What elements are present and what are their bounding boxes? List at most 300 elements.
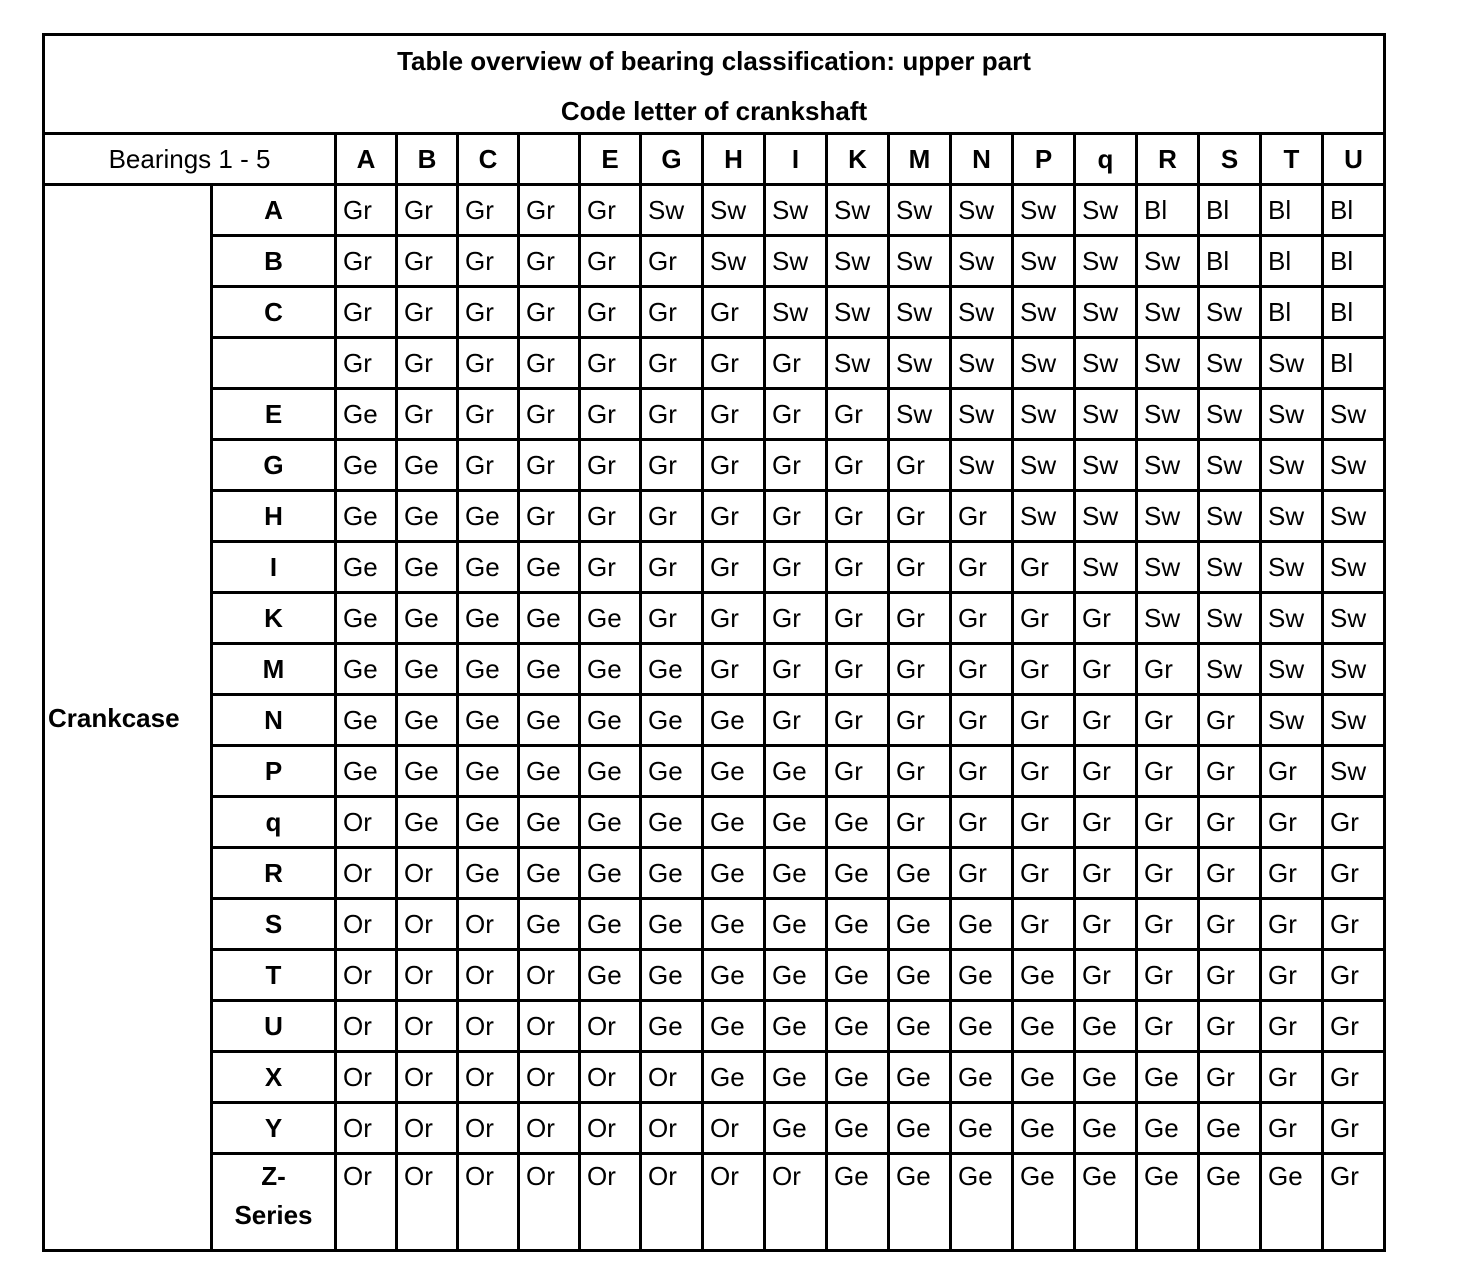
table-cell: Ge	[765, 1001, 827, 1052]
table-cell: Ge	[519, 593, 580, 644]
table-cell: Gr	[1199, 797, 1261, 848]
table-cell: Sw	[1075, 389, 1137, 440]
table-cell: Gr	[1013, 593, 1075, 644]
table-cell: Sw	[827, 185, 889, 236]
table-cell: Gr	[1137, 950, 1199, 1001]
table-cell: Sw	[951, 236, 1013, 287]
table-cell: Gr	[827, 695, 889, 746]
table-cell: Ge	[827, 1103, 889, 1154]
table-cell: Gr	[703, 542, 765, 593]
table-cell: Or	[580, 1052, 641, 1103]
table-row	[44, 797, 1385, 848]
table-cell: Gr	[580, 440, 641, 491]
column-header: S	[1199, 134, 1261, 185]
table-cell: Gr	[765, 389, 827, 440]
table-cell: Gr	[1261, 1103, 1323, 1154]
table-cell: Ge	[641, 746, 703, 797]
table-cell: Ge	[519, 695, 580, 746]
table-cell: Gr	[1323, 848, 1385, 899]
table-cell: Ge	[519, 644, 580, 695]
column-header: B	[397, 134, 458, 185]
table-cell: Sw	[1013, 185, 1075, 236]
table-cell: Sw	[1199, 338, 1261, 389]
column-header: C	[458, 134, 519, 185]
table-cell: Ge	[641, 899, 703, 950]
row-header: G	[212, 440, 336, 491]
table-cell: Ge	[580, 593, 641, 644]
table-cell: Sw	[1199, 440, 1261, 491]
table-cell: Ge	[1075, 1103, 1137, 1154]
table-cell: Ge	[336, 746, 397, 797]
column-header	[519, 134, 580, 185]
table-cell: Ge	[703, 746, 765, 797]
table-cell: Ge	[580, 644, 641, 695]
table-row	[44, 1052, 1385, 1103]
table-cell: Ge	[397, 440, 458, 491]
table-cell: Gr	[1075, 644, 1137, 695]
table-cell: Sw	[1199, 389, 1261, 440]
table-cell: Ge	[580, 746, 641, 797]
table-cell: Gr	[1323, 1154, 1385, 1251]
table-cell: Gr	[889, 491, 951, 542]
table-cell: Gr	[703, 593, 765, 644]
table-cell: Ge	[1075, 1052, 1137, 1103]
table-cell: Ge	[889, 1052, 951, 1103]
table-cell: Or	[397, 1052, 458, 1103]
column-header: I	[765, 134, 827, 185]
table-cell: Ge	[641, 695, 703, 746]
row-header: E	[212, 389, 336, 440]
table-cell: Or	[397, 1001, 458, 1052]
table-cell: Ge	[765, 899, 827, 950]
table-cell: Ge	[397, 746, 458, 797]
table-cell: Gr	[1137, 695, 1199, 746]
table-cell: Sw	[1075, 287, 1137, 338]
table-cell: Ge	[641, 848, 703, 899]
table-cell: Gr	[889, 440, 951, 491]
table-cell: Gr	[827, 593, 889, 644]
title-row	[44, 35, 1385, 134]
table-cell: Bl	[1323, 287, 1385, 338]
table-cell: Or	[641, 1154, 703, 1251]
table-cell: Sw	[1323, 695, 1385, 746]
table-cell: Or	[458, 1103, 519, 1154]
table-cell: Sw	[1323, 491, 1385, 542]
table-cell: Sw	[1075, 236, 1137, 287]
table-cell: Bl	[1199, 236, 1261, 287]
table-cell: Ge	[580, 848, 641, 899]
table-cell: Gr	[765, 338, 827, 389]
table-row	[44, 491, 1385, 542]
table-cell: Gr	[703, 389, 765, 440]
table-cell: Ge	[336, 440, 397, 491]
table-cell: Or	[336, 797, 397, 848]
table-cell: Bl	[1199, 185, 1261, 236]
table-cell: Bl	[1323, 185, 1385, 236]
table-cell: Gr	[1261, 1052, 1323, 1103]
table-cell: Sw	[827, 236, 889, 287]
table-cell: Gr	[519, 287, 580, 338]
row-header: S	[212, 899, 336, 950]
table-cell: Gr	[951, 644, 1013, 695]
table-cell: Sw	[1199, 491, 1261, 542]
table-cell: Gr	[641, 236, 703, 287]
table-cell: Sw	[1075, 440, 1137, 491]
table-cell: Ge	[519, 848, 580, 899]
table-cell: Gr	[951, 797, 1013, 848]
table-cell: Gr	[1323, 1001, 1385, 1052]
table-cell: Sw	[827, 287, 889, 338]
table-cell: Gr	[1075, 593, 1137, 644]
table-cell: Sw	[1013, 440, 1075, 491]
table-cell: Gr	[519, 440, 580, 491]
table-cell: Gr	[580, 389, 641, 440]
table-cell: Gr	[703, 440, 765, 491]
table-cell: Gr	[827, 746, 889, 797]
table-row	[44, 644, 1385, 695]
table-cell: Ge	[336, 389, 397, 440]
table-cell: Ge	[703, 950, 765, 1001]
table-cell: Ge	[336, 542, 397, 593]
table-cell: Gr	[458, 236, 519, 287]
table-cell: Gr	[1323, 797, 1385, 848]
table-cell: Gr	[1013, 746, 1075, 797]
row-header: Y	[212, 1103, 336, 1154]
table-cell: Gr	[1013, 542, 1075, 593]
column-header: E	[580, 134, 641, 185]
table-cell: Ge	[519, 542, 580, 593]
table-cell: Ge	[827, 950, 889, 1001]
table-cell: Gr	[397, 185, 458, 236]
column-header: P	[1013, 134, 1075, 185]
table-cell: Ge	[1261, 1154, 1323, 1251]
row-header: B	[212, 236, 336, 287]
row-header: N	[212, 695, 336, 746]
table-cell: Gr	[641, 287, 703, 338]
table-cell: Gr	[641, 593, 703, 644]
table-cell: Sw	[1323, 440, 1385, 491]
row-header: H	[212, 491, 336, 542]
table-cell: Or	[519, 950, 580, 1001]
table-cell: Ge	[827, 848, 889, 899]
table-cell: Sw	[1261, 593, 1323, 644]
table-cell: Gr	[765, 440, 827, 491]
table-cell: Gr	[765, 542, 827, 593]
table-cell: Ge	[458, 695, 519, 746]
table-cell: Or	[580, 1001, 641, 1052]
table-cell: Sw	[1199, 593, 1261, 644]
table-cell: Sw	[1261, 695, 1323, 746]
table-cell: Gr	[1075, 746, 1137, 797]
table-cell: Ge	[397, 644, 458, 695]
table-cell: Gr	[1323, 1052, 1385, 1103]
table-cell: Ge	[458, 797, 519, 848]
table-cell: Gr	[1137, 644, 1199, 695]
table-cell: Or	[336, 950, 397, 1001]
table-cell: Sw	[1261, 491, 1323, 542]
table-cell: Gr	[1137, 1001, 1199, 1052]
table-cell: Bl	[1261, 236, 1323, 287]
column-header: U	[1323, 134, 1385, 185]
table-cell: Gr	[703, 491, 765, 542]
table-cell: Or	[336, 848, 397, 899]
table-cell: Gr	[1199, 899, 1261, 950]
table-cell: Gr	[1323, 950, 1385, 1001]
table-cell: Or	[458, 1001, 519, 1052]
table-cell: Or	[458, 1154, 519, 1251]
table-cell: Gr	[1137, 848, 1199, 899]
table-cell: Ge	[1013, 1001, 1075, 1052]
table-cell: Sw	[1261, 389, 1323, 440]
table-cell: Gr	[519, 236, 580, 287]
table-cell: Or	[580, 1103, 641, 1154]
table-cell: Ge	[1013, 950, 1075, 1001]
table-cell: Gr	[889, 542, 951, 593]
table-cell: Sw	[889, 338, 951, 389]
table-cell: Gr	[336, 287, 397, 338]
table-cell: Ge	[703, 1052, 765, 1103]
table-cell: Gr	[951, 491, 1013, 542]
table-row	[44, 542, 1385, 593]
table-cell: Bl	[1261, 287, 1323, 338]
table-cell: Ge	[458, 848, 519, 899]
table-cell: Ge	[1199, 1154, 1261, 1251]
table-cell: Bl	[1261, 185, 1323, 236]
table-cell: Gr	[580, 287, 641, 338]
table-cell: Or	[458, 899, 519, 950]
table-cell: Or	[336, 1001, 397, 1052]
table-cell: Or	[397, 1154, 458, 1251]
table-cell: Or	[336, 1052, 397, 1103]
table-cell: Gr	[1013, 899, 1075, 950]
table-cell: Ge	[951, 950, 1013, 1001]
table-cell: Ge	[765, 950, 827, 1001]
bearing-classification-table	[42, 33, 1386, 1252]
table-cell: Gr	[580, 185, 641, 236]
table-cell: Bl	[1323, 236, 1385, 287]
table-cell: Or	[641, 1103, 703, 1154]
table-cell: Ge	[951, 1001, 1013, 1052]
table-cell: Gr	[1199, 1001, 1261, 1052]
row-header: K	[212, 593, 336, 644]
table-cell: Ge	[641, 1001, 703, 1052]
table-cell: Gr	[1323, 1103, 1385, 1154]
table-cell: Sw	[1137, 338, 1199, 389]
table-cell: Sw	[641, 185, 703, 236]
table-cell: Or	[519, 1154, 580, 1251]
table-cell: Ge	[519, 746, 580, 797]
table-cell: Gr	[703, 338, 765, 389]
table-cell: Or	[336, 899, 397, 950]
table-cell: Gr	[1075, 848, 1137, 899]
column-header: T	[1261, 134, 1323, 185]
table-cell: Ge	[1013, 1103, 1075, 1154]
table-cell: Bl	[1323, 338, 1385, 389]
table-cell: Gr	[889, 797, 951, 848]
column-header-row	[44, 134, 1385, 185]
table-cell: Gr	[889, 593, 951, 644]
row-header: X	[212, 1052, 336, 1103]
table-cell: Gr	[580, 542, 641, 593]
table-cell: Ge	[458, 746, 519, 797]
table-cell: Gr	[827, 389, 889, 440]
table-cell: Gr	[1013, 797, 1075, 848]
table-cell: Gr	[1137, 746, 1199, 797]
column-header: M	[889, 134, 951, 185]
table-cell: Sw	[951, 389, 1013, 440]
row-header	[212, 338, 336, 389]
table-row	[44, 236, 1385, 287]
table-cell: Sw	[1137, 593, 1199, 644]
table-cell: Ge	[336, 644, 397, 695]
table-cell: Sw	[1261, 440, 1323, 491]
table-cell: Or	[397, 899, 458, 950]
table-cell: Ge	[1199, 1103, 1261, 1154]
table-cell: Sw	[1199, 644, 1261, 695]
table-cell: Or	[336, 1103, 397, 1154]
table-cell: Ge	[765, 746, 827, 797]
row-header: A	[212, 185, 336, 236]
table-cell: Sw	[1075, 338, 1137, 389]
table-cell: Gr	[1261, 797, 1323, 848]
table-cell: Gr	[397, 389, 458, 440]
table-cell: Sw	[889, 236, 951, 287]
table-cell: Ge	[765, 797, 827, 848]
table-cell: Gr	[889, 746, 951, 797]
table-cell: Gr	[1199, 746, 1261, 797]
table-cell: Gr	[951, 695, 1013, 746]
table-cell: Ge	[765, 848, 827, 899]
table-cell: Sw	[1075, 542, 1137, 593]
table-cell: Gr	[458, 338, 519, 389]
table-cell: Ge	[458, 644, 519, 695]
table-cell: Sw	[765, 185, 827, 236]
row-header: M	[212, 644, 336, 695]
table-cell: Gr	[765, 695, 827, 746]
column-header: N	[951, 134, 1013, 185]
table-cell: Ge	[951, 899, 1013, 950]
table-cell: Sw	[1261, 644, 1323, 695]
table-cell: Gr	[336, 236, 397, 287]
table-cell: Sw	[889, 389, 951, 440]
table-cell: Sw	[1137, 236, 1199, 287]
table-cell: Or	[519, 1052, 580, 1103]
row-header: q	[212, 797, 336, 848]
table-cell: Sw	[951, 338, 1013, 389]
table-cell: Ge	[580, 797, 641, 848]
table-cell: Gr	[1075, 797, 1137, 848]
table-cell: Or	[703, 1154, 765, 1251]
table-cell: Ge	[1137, 1103, 1199, 1154]
table-cell: Gr	[580, 491, 641, 542]
table-cell: Gr	[1199, 695, 1261, 746]
table-row	[44, 593, 1385, 644]
table-cell: Sw	[1323, 389, 1385, 440]
table-cell: Or	[458, 1052, 519, 1103]
table-cell: Ge	[951, 1052, 1013, 1103]
table-cell: Or	[519, 1103, 580, 1154]
table-cell: Ge	[336, 491, 397, 542]
table-cell: Ge	[703, 797, 765, 848]
table-cell: Ge	[1075, 1154, 1137, 1251]
table-cell: Gr	[397, 236, 458, 287]
table-cell: Ge	[458, 491, 519, 542]
table-cell: Gr	[951, 746, 1013, 797]
table-cell: Ge	[889, 950, 951, 1001]
table-row	[44, 389, 1385, 440]
table-cell: Ge	[641, 644, 703, 695]
table-cell: Gr	[519, 491, 580, 542]
table-cell: Or	[580, 1154, 641, 1251]
table-cell: Ge	[703, 899, 765, 950]
table-cell: Gr	[1199, 1052, 1261, 1103]
table-cell: Ge	[580, 950, 641, 1001]
table-cell: Ge	[827, 1052, 889, 1103]
table-cell: Ge	[827, 1001, 889, 1052]
table-cell: Gr	[703, 644, 765, 695]
table-cell: Sw	[889, 287, 951, 338]
table-cell: Ge	[889, 1154, 951, 1251]
table-cell: Gr	[1261, 848, 1323, 899]
table-cell: Gr	[951, 593, 1013, 644]
table-cell: Gr	[889, 644, 951, 695]
table-cell: Ge	[703, 848, 765, 899]
table-cell: Ge	[827, 1154, 889, 1251]
table-cell: Gr	[1075, 695, 1137, 746]
table-cell: Gr	[827, 440, 889, 491]
table-row	[44, 1154, 1385, 1251]
table-cell: Ge	[519, 797, 580, 848]
table-cell: Ge	[641, 797, 703, 848]
table-subtitle: Code letter of crankshaft	[560, 96, 868, 126]
table-cell: Gr	[336, 338, 397, 389]
table-cell: Ge	[765, 1052, 827, 1103]
table-row	[44, 1103, 1385, 1154]
table-cell: Gr	[641, 440, 703, 491]
table-cell: Gr	[641, 338, 703, 389]
table-cell: Or	[641, 1052, 703, 1103]
table-cell: Gr	[580, 338, 641, 389]
table-row	[44, 185, 1385, 236]
table-cell: Sw	[951, 185, 1013, 236]
row-header: P	[212, 746, 336, 797]
table-cell: Gr	[1013, 848, 1075, 899]
table-row	[44, 1001, 1385, 1052]
table-cell: Sw	[1013, 338, 1075, 389]
table-cell: Sw	[703, 236, 765, 287]
table-cell: Or	[519, 1001, 580, 1052]
table-cell: Ge	[951, 1154, 1013, 1251]
table-cell: Or	[703, 1103, 765, 1154]
table-cell: Gr	[827, 491, 889, 542]
table-cell: Ge	[1075, 1001, 1137, 1052]
table-cell: Ge	[580, 899, 641, 950]
table-cell: Sw	[703, 185, 765, 236]
row-header: U	[212, 1001, 336, 1052]
table-cell: Ge	[889, 899, 951, 950]
table-cell: Gr	[951, 542, 1013, 593]
table-cell: Ge	[580, 695, 641, 746]
table-cell: Sw	[1261, 338, 1323, 389]
table-cell: Sw	[1199, 542, 1261, 593]
table-cell: Gr	[1137, 899, 1199, 950]
table-cell: Gr	[1137, 797, 1199, 848]
table-cell: Gr	[458, 389, 519, 440]
table-cell: Ge	[951, 1103, 1013, 1154]
table-cell: Gr	[1013, 644, 1075, 695]
table-cell: Gr	[641, 389, 703, 440]
column-header: G	[641, 134, 703, 185]
